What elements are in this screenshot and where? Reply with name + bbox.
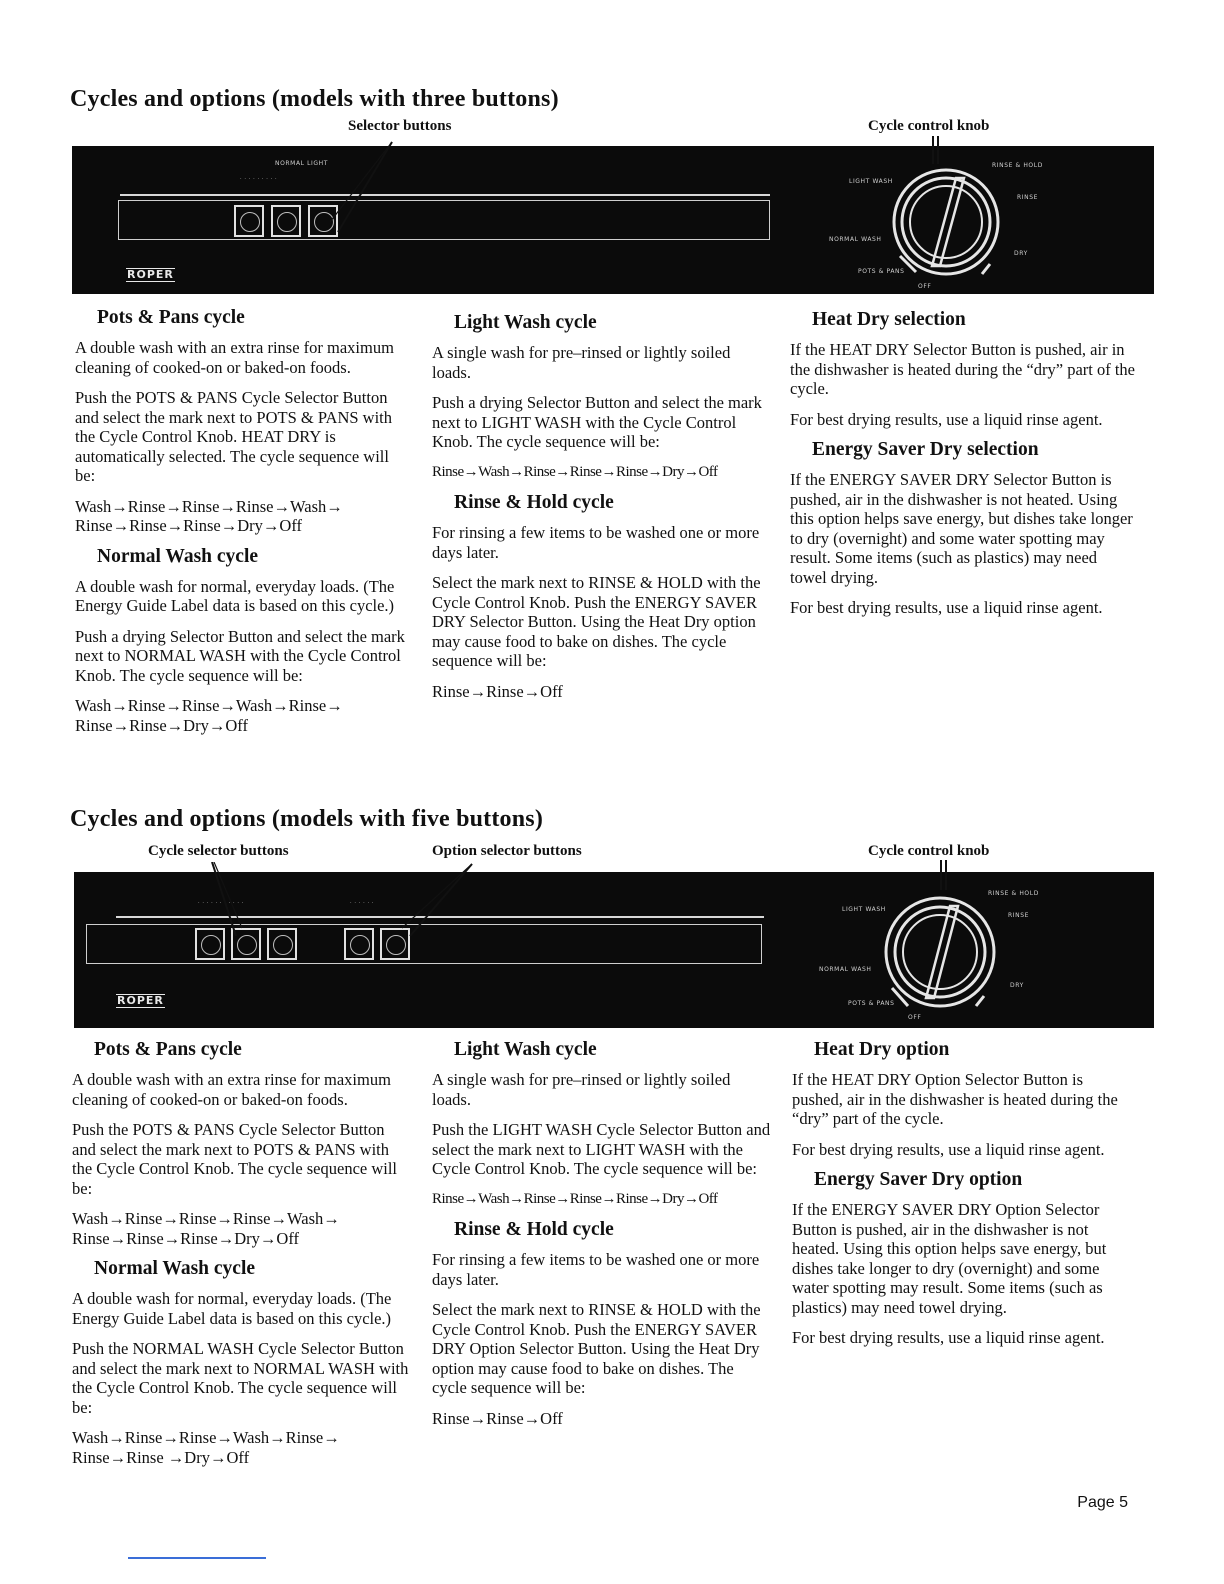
s2-energy-saver-tip: For best drying results, use a liquid rinse agent. (792, 1328, 1105, 1347)
knob2-label-rinse-hold: RINSE & HOLD (988, 890, 1039, 897)
section-title-five-buttons: Cycles and options (models with five buttons) (70, 806, 544, 832)
s2-light-wash-sequence: Rinse→Wash→Rinse→Rinse→Rinse→Dry→Off (432, 1190, 718, 1207)
panel-option-button-sublabels: · · · · · · (350, 900, 375, 906)
knob-label-light-wash: LIGHT WASH (849, 178, 893, 185)
s1-heading-heat-dry: Heat Dry selection (812, 309, 966, 330)
s2-pots-pans-instructions: Push the POTS & PANS Cycle Selector Button and select the mark next to POTS & PANS with the Cycle Control Knob. The cycle sequence will be: (72, 1120, 398, 1198)
s2-rinse-hold-instructions: Select the mark next to RINSE & HOLD with the Cycle Control Knob. Push the ENERGY SAVER DRY Option Selector Button. Using the Heat Dry option may cause food to bake on dishes. The cycle sequence will be: (432, 1300, 761, 1397)
s2-normal-wash-instructions: Push the NORMAL WASH Cycle Selector Button and select the mark next to NORMAL WASH with the Cycle Control Knob. The cycle sequence will be: (72, 1339, 409, 1417)
knob-label-off: OFF (918, 283, 932, 290)
s2-heading-energy-saver-dry: Energy Saver Dry option (814, 1169, 1023, 1190)
footer-rule (128, 1557, 266, 1559)
panel-rail-line (120, 194, 770, 196)
s1-pots-pans-desc: A double wash with an extra rinse for maximum cleaning of cooked-on or baked-on foods. (75, 338, 394, 377)
knob2-label-rinse: RINSE (1008, 912, 1030, 919)
s2-energy-saver-desc: If the ENERGY SAVER DRY Option Selector Button is pushed, air in the dishwasher is not heated. Using this option helps save energy, but dishes take longer to dry (overnight) and some water spotting may result. Some items (such as plastics) may need towel drying. (792, 1200, 1107, 1317)
s2-light-wash-instructions: Push the LIGHT WASH Cycle Selector Button and select the mark next to LIGHT WASH with the Cycle Control Knob. The cycle sequence will be: (432, 1120, 771, 1178)
s1-normal-wash-desc: A double wash for normal, everyday loads. (The Energy Guide Label data is based on this cycle.) (75, 576, 395, 615)
cycle-control-knob-2[interactable] (882, 888, 1002, 1018)
s1-normal-wash-sequence: Wash→Rinse→Rinse→Wash→Rinse→ Rinse→Rinse→Dry→Off (75, 696, 343, 735)
s2-pots-pans-desc: A double wash with an extra rinse for maximum cleaning of cooked-on or baked-on foods. (72, 1070, 391, 1109)
s2-pots-pans-sequence: Wash→Rinse→Rinse→Rinse→Wash→ Rinse→Rinse→Rinse→Dry→Off (72, 1209, 340, 1248)
s1-energy-saver-tip: For best drying results, use a liquid rinse agent. (790, 598, 1103, 617)
control-panel-three-buttons (72, 146, 1154, 294)
section-title-three-buttons: Cycles and options (models with three buttons) (70, 86, 559, 112)
s2-heading-light-wash: Light Wash cycle (454, 1039, 597, 1060)
option-selector-button-1[interactable] (344, 928, 374, 960)
knob2-label-off: OFF (908, 1014, 922, 1021)
cycle-selector-pointer (206, 862, 246, 944)
knob-pointer-2 (938, 860, 950, 892)
s2-rinse-hold-sequence: Rinse→Rinse→Off (432, 1408, 563, 1428)
s2-heading-rinse-hold: Rinse & Hold cycle (454, 1219, 614, 1240)
s2-column-3 (792, 1038, 1137, 1359)
s1-energy-saver-desc: If the ENERGY SAVER DRY Selector Button is pushed, air in the dishwasher is not heated. Using this option helps save energy, but dishes take longer to dry (overnight) and some water spotting may result. Some items (such as plastics) may need towel drying. (790, 470, 1133, 587)
s2-rinse-hold-desc: For rinsing a few items to be washed one or more days later. (432, 1250, 760, 1289)
s2-heading-normal-wash: Normal Wash cycle (94, 1258, 256, 1279)
s1-pots-pans-sequence: Wash→Rinse→Rinse→Rinse→Wash→ Rinse→Rinse→Rinse→Dry→Off (75, 496, 343, 535)
callout-option-selector-buttons: Option selector buttons (432, 843, 582, 859)
s1-rinse-hold-instructions: Select the mark next to RINSE & HOLD with the Cycle Control Knob. Push the ENERGY SAVER DRY Selector Button. Using the Heat Dry option may cause food to bake on dishes. The cycle sequence will be: (432, 573, 761, 670)
knob-label-rinse-hold: RINSE & HOLD (992, 162, 1043, 169)
s2-light-wash-desc: A single wash for pre–rinsed or lightly soiled loads. (432, 1070, 731, 1109)
selector-button-1[interactable] (234, 205, 264, 237)
s1-column-2 (432, 311, 772, 712)
s2-normal-wash-desc: A double wash for normal, everyday loads. (The Energy Guide Label data is based on this cycle.) (72, 1289, 392, 1328)
panel-cycle-button-sublabels: · · · · · · · · · · · (198, 900, 244, 906)
callout-selector-buttons: Selector buttons (348, 118, 452, 134)
callout-cycle-selector-buttons: Cycle selector buttons (148, 843, 289, 859)
panel-button-rail (118, 200, 770, 240)
s1-heat-dry-desc: If the HEAT DRY Selector Button is pushed, air in the dishwasher is heated during the “dry” part of the cycle. (790, 340, 1136, 398)
cycle-control-knob[interactable] (890, 160, 1010, 284)
knob2-label-pots-pans: POTS & PANS (848, 1000, 895, 1007)
s2-heat-dry-tip: For best drying results, use a liquid rinse agent. (792, 1139, 1105, 1159)
s2-heading-heat-dry: Heat Dry option (814, 1039, 950, 1060)
s1-rinse-hold-sequence: Rinse→Rinse→Off (432, 681, 563, 701)
s1-heading-pots-pans: Pots & Pans cycle (97, 307, 245, 328)
s1-rinse-hold-desc: For rinsing a few items to be washed one or more days later. (432, 523, 760, 562)
s1-light-wash-sequence: Rinse→Wash→Rinse→Rinse→Rinse→Dry→Off (432, 463, 718, 480)
knob-label-normal-wash: NORMAL WASH (829, 236, 882, 243)
knob-label-rinse: RINSE (1017, 194, 1039, 201)
selector-button-2[interactable] (271, 205, 301, 237)
s1-heading-normal-wash: Normal Wash cycle (97, 545, 259, 567)
knob2-label-light-wash: LIGHT WASH (842, 906, 886, 913)
callout-cycle-control-knob-2: Cycle control knob (868, 843, 990, 859)
brand-logo-2: ROPER (117, 994, 164, 1007)
s1-light-wash-instructions: Push a drying Selector Button and select the mark next to LIGHT WASH with the Cycle Control Knob. The cycle sequence will be: (432, 393, 762, 451)
s2-heading-pots-pans: Pots & Pans cycle (94, 1039, 242, 1060)
s2-normal-wash-sequence: Wash→Rinse→Rinse→Wash→Rinse→ Rinse→Rinse →Dry→Off (72, 1428, 340, 1467)
s2-heat-dry-desc: If the HEAT DRY Option Selector Button is pushed, air in the dishwasher is heated during the “dry” part of the cycle. (792, 1070, 1118, 1128)
selector-buttons-pointer (330, 140, 400, 240)
cycle-selector-button-3[interactable] (267, 928, 297, 960)
s1-column-1 (75, 306, 410, 746)
s1-heading-rinse-hold: Rinse & Hold cycle (454, 492, 614, 513)
s1-pots-pans-instructions: Push the POTS & PANS Cycle Selector Button and select the mark next to POTS & PANS with the Cycle Control Knob. HEAT DRY is automatically selected. The cycle sequence will be: (75, 388, 392, 485)
callout-cycle-control-knob: Cycle control knob (868, 118, 990, 134)
knob-pointer (930, 136, 942, 166)
s1-normal-wash-instructions: Push a drying Selector Button and select the mark next to NORMAL WASH with the Cycle Control Knob. The cycle sequence will be: (75, 626, 405, 685)
s1-heat-dry-tip: For best drying results, use a liquid rinse agent. (790, 409, 1103, 429)
knob-label-pots-pans: POTS & PANS (858, 268, 905, 275)
knob-label-dry: DRY (1014, 250, 1028, 257)
s1-heading-light-wash: Light Wash cycle (454, 312, 597, 333)
page-number: Page 5 (1077, 1494, 1128, 1511)
s1-column-3 (790, 308, 1135, 629)
knob2-label-dry: DRY (1010, 982, 1024, 989)
s2-column-1 (72, 1038, 412, 1478)
knob2-label-normal-wash: NORMAL WASH (819, 966, 872, 973)
panel-button-header: NORMAL LIGHT (275, 160, 329, 167)
s1-heading-energy-saver-dry: Energy Saver Dry selection (812, 439, 1039, 460)
panel-button-sublabels: · · · · · · · · · (240, 176, 278, 182)
s2-column-2 (432, 1038, 772, 1439)
brand-logo: ROPER (127, 268, 174, 281)
option-selector-pointer (400, 862, 480, 942)
s1-light-wash-desc: A single wash for pre–rinsed or lightly soiled loads. (432, 343, 731, 382)
